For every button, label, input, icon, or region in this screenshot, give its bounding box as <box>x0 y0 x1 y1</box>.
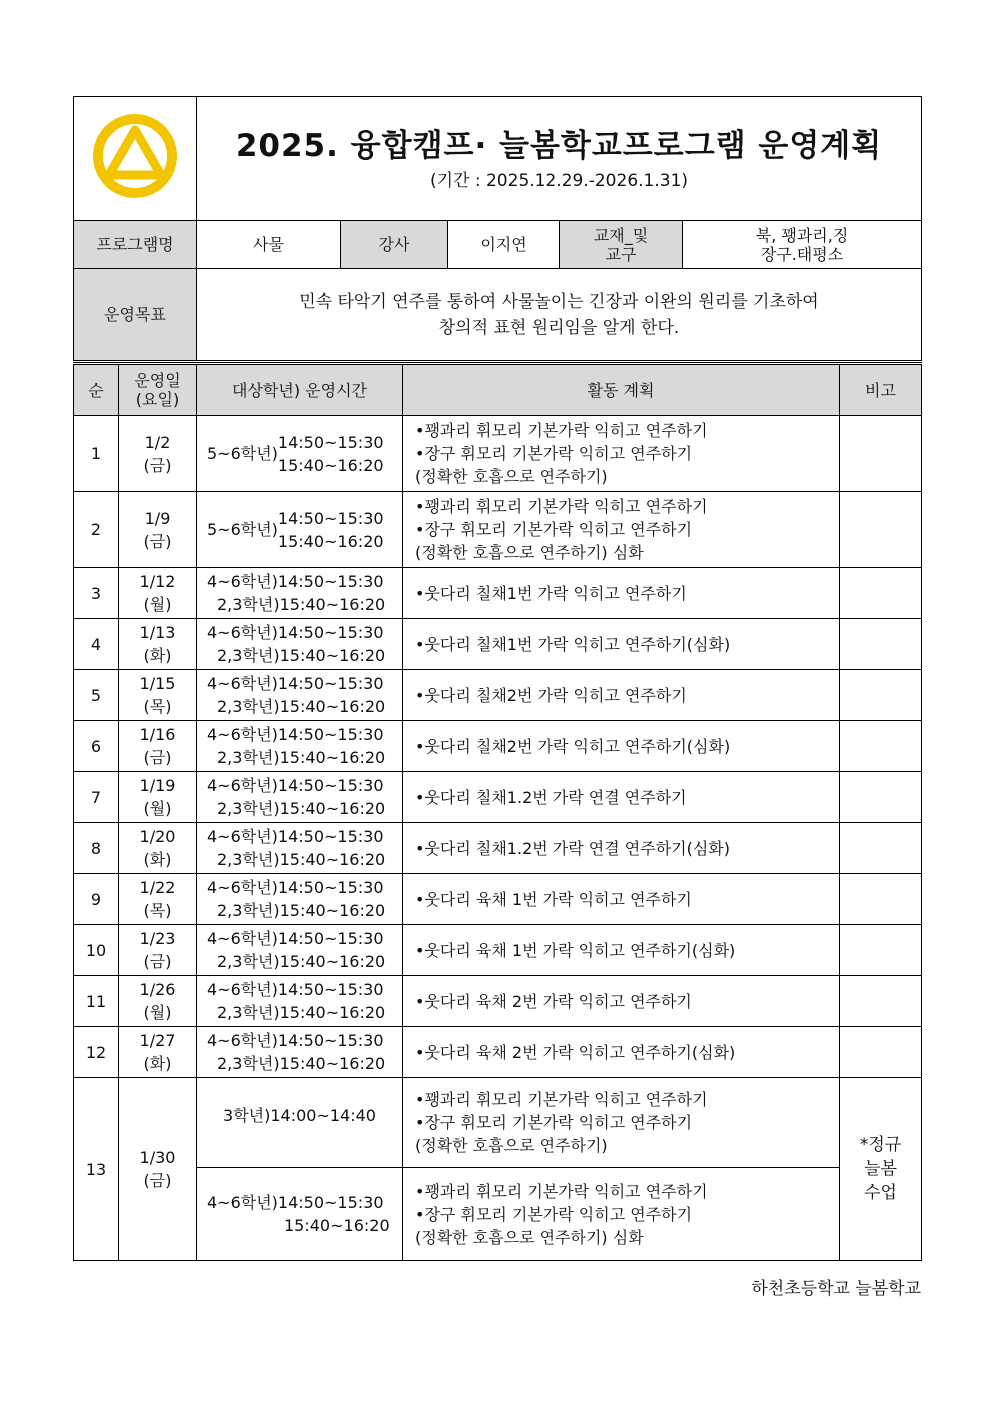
row-activity <box>403 619 840 670</box>
row-activity <box>403 925 840 976</box>
col-date-line: 운영일 <box>134 371 181 390</box>
row-number: 8 <box>74 823 119 874</box>
date-text: 1/2 <box>144 432 171 452</box>
row-date <box>119 1078 197 1261</box>
row-number: 2 <box>74 492 119 568</box>
row-date <box>119 721 197 772</box>
activity-line: •웃다리 칠채1번 가락 익히고 연주하기 <box>415 583 687 603</box>
row-date <box>119 925 197 976</box>
time-text: 2,3학년)15:40~16:20 <box>217 1054 386 1073</box>
activity-line: •웃다리 칠채1.2번 가락 연결 연주하기(심화) <box>415 838 731 858</box>
date-text: 1/9 <box>144 508 171 528</box>
row-target-time <box>197 1027 403 1078</box>
note-line: *정규 <box>859 1135 902 1155</box>
activity-line: •꽹과리 휘모리 기본가락 익히고 연주하기 <box>415 1090 708 1109</box>
row-note <box>840 619 922 670</box>
grade-text: 5~6학년) <box>207 520 278 539</box>
page-title: 2025. 융합캠프· 늘봄학교프로그램 운영계획 <box>235 127 883 164</box>
materials-value-line: 장구.태평소 <box>760 244 844 264</box>
activity-line: •웃다리 육채 2번 가락 익히고 연주하기(심화) <box>415 1042 736 1062</box>
row-target-time <box>197 619 403 670</box>
row-activity <box>403 1168 840 1261</box>
materials-value <box>683 221 922 269</box>
time-text: 4~6학년)14:50~15:30 <box>207 776 384 795</box>
note-line: 수업 <box>864 1183 897 1203</box>
row-activity <box>403 823 840 874</box>
row-activity <box>403 874 840 925</box>
row-note <box>840 492 922 568</box>
row-note <box>840 670 922 721</box>
day-text: (금) <box>143 455 172 475</box>
row-activity <box>403 976 840 1027</box>
date-text: 1/26 <box>139 980 176 999</box>
date-text: 1/19 <box>139 776 176 795</box>
time-text: 2,3학년)15:40~16:20 <box>217 697 386 716</box>
activity-line: •장구 휘모리 기본가락 익히고 연주하기 <box>415 520 693 539</box>
row-activity <box>403 568 840 619</box>
activity-line: •장구 휘모리 기본가락 익히고 연주하기 <box>415 444 693 463</box>
activity-line: (정확한 호흡으로 연주하기) 심화 <box>415 543 644 562</box>
day-text: (화) <box>143 646 172 665</box>
day-text: (금) <box>143 748 172 767</box>
materials-value-line: 북, 꽹과리,징 <box>755 225 849 245</box>
activity-line: •웃다리 칠채1번 가락 익히고 연주하기(심화) <box>415 634 731 654</box>
time-text: 15:40~16:20 <box>277 455 384 475</box>
table-row <box>74 670 922 721</box>
activity-line: •장구 휘모리 기본가락 익히고 연주하기 <box>415 1113 693 1132</box>
time-text: 4~6학년)14:50~15:30 <box>207 674 384 693</box>
activity-line: •꽹과리 휘모리 기본가락 익히고 연주하기 <box>415 497 708 516</box>
table-row <box>74 1027 922 1078</box>
row-date <box>119 416 197 492</box>
goal-line: 창의적 표현 원리임을 알게 한다. <box>438 317 680 338</box>
row-number: 10 <box>74 925 119 976</box>
activity-line: •웃다리 육채 2번 가락 익히고 연주하기 <box>415 991 692 1011</box>
row-activity <box>403 1027 840 1078</box>
row-note <box>840 874 922 925</box>
row-number: 3 <box>74 568 119 619</box>
table-row <box>74 492 922 568</box>
program-value: 사물 <box>197 221 341 269</box>
table-row <box>74 416 922 492</box>
date-text: 1/30 <box>139 1148 176 1167</box>
time-text: 4~6학년)14:50~15:30 <box>207 929 384 948</box>
goal-text <box>197 269 922 361</box>
col-target: 대상학년) 운영시간 <box>197 364 403 416</box>
day-text: (금) <box>143 531 172 551</box>
table-row <box>74 925 922 976</box>
title-cell <box>197 97 922 221</box>
row-target-time <box>197 874 403 925</box>
grade-text: 5~6학년) <box>207 444 278 463</box>
row-target-time <box>197 1168 403 1261</box>
col-note: 비고 <box>840 364 922 416</box>
row-note <box>840 925 922 976</box>
row-target-time <box>197 721 403 772</box>
materials-label-line: 교구 <box>605 244 637 264</box>
materials-label-line: 교재_및 <box>593 225 649 245</box>
row-date <box>119 823 197 874</box>
row-number: 4 <box>74 619 119 670</box>
activity-line: •꽹과리 휘모리 기본가락 익히고 연주하기 <box>415 421 708 440</box>
day-text: (월) <box>143 1003 172 1022</box>
table-row <box>74 1168 922 1261</box>
time-text: 14:50~15:30 <box>277 432 384 452</box>
footer-school: 하천초등학교 늘봄학교 <box>751 1279 921 1299</box>
activity-line: (정확한 호흡으로 연주하기) 심화 <box>415 1227 644 1247</box>
time-text: 15:40~16:20 <box>277 531 384 551</box>
row-date <box>119 492 197 568</box>
row-target-time <box>197 976 403 1027</box>
time-text: 2,3학년)15:40~16:20 <box>217 901 386 920</box>
day-text: (화) <box>143 850 172 869</box>
col-plan: 활동 계획 <box>403 364 840 416</box>
row-activity <box>403 721 840 772</box>
row-note <box>840 568 922 619</box>
row-activity <box>403 772 840 823</box>
row-activity <box>403 670 840 721</box>
row-activity <box>403 492 840 568</box>
col-date <box>119 364 197 416</box>
day-text: (금) <box>143 952 172 971</box>
row-date <box>119 1027 197 1078</box>
row-date <box>119 619 197 670</box>
row-target-time <box>197 416 403 492</box>
row-date <box>119 772 197 823</box>
time-text: 14:50~15:30 <box>277 508 384 528</box>
date-text: 1/12 <box>139 572 176 591</box>
teacher-value: 이지연 <box>448 221 560 269</box>
row-target-time <box>197 568 403 619</box>
row-note <box>840 416 922 492</box>
table-row <box>74 874 922 925</box>
time-text: 4~6학년)14:50~15:30 <box>207 980 384 999</box>
time-text: 4~6학년)14:50~15:30 <box>207 827 384 846</box>
goal-label: 운영목표 <box>74 269 197 361</box>
time-text: 4~6학년)14:50~15:30 <box>207 1031 384 1050</box>
date-text: 1/27 <box>139 1031 176 1050</box>
row-target-time <box>197 823 403 874</box>
goal-line: 민속 타악기 연주를 통하여 사물놀이는 긴장과 이완의 원리를 기초하여 <box>299 291 819 312</box>
row-note <box>840 721 922 772</box>
row-number: 5 <box>74 670 119 721</box>
row-note <box>840 772 922 823</box>
time-text: 4~6학년)14:50~15:30 <box>207 1193 384 1212</box>
date-text: 1/15 <box>139 674 176 693</box>
day-text: (화) <box>143 1054 172 1073</box>
time-text: 4~6학년)14:50~15:30 <box>207 623 384 642</box>
table-row <box>74 568 922 619</box>
date-text: 1/16 <box>139 725 176 744</box>
time-text: 3학년)14:00~14:40 <box>223 1106 376 1125</box>
row-number: 9 <box>74 874 119 925</box>
program-label: 프로그램명 <box>74 221 197 269</box>
row-activity <box>403 1078 840 1168</box>
date-text: 1/22 <box>139 878 176 897</box>
activity-line: •꽹과리 휘모리 기본가락 익히고 연주하기 <box>415 1181 708 1201</box>
activity-line: (정확한 호흡으로 연주하기) <box>415 1136 608 1155</box>
header-table <box>73 96 922 361</box>
activity-line: •웃다리 칠채2번 가락 익히고 연주하기(심화) <box>415 736 731 756</box>
table-row <box>74 823 922 874</box>
row-target-time <box>197 492 403 568</box>
col-date-line: (요일) <box>135 390 180 409</box>
school-logo-icon <box>91 112 179 200</box>
row-date <box>119 874 197 925</box>
activity-line: •웃다리 칠채1.2번 가락 연결 연주하기 <box>415 787 687 807</box>
day-text: (금) <box>143 1171 172 1190</box>
row-number: 6 <box>74 721 119 772</box>
time-text: 2,3학년)15:40~16:20 <box>217 595 386 614</box>
day-text: (월) <box>143 595 172 614</box>
table-header-row <box>74 364 922 416</box>
time-text: 2,3학년)15:40~16:20 <box>217 1003 386 1022</box>
time-text: 2,3학년)15:40~16:20 <box>217 850 386 869</box>
row-number: 7 <box>74 772 119 823</box>
row-target-time <box>197 1078 403 1168</box>
activity-line: (정확한 호흡으로 연주하기) <box>415 467 608 486</box>
row-activity <box>403 416 840 492</box>
row-note <box>840 823 922 874</box>
logo-cell <box>74 97 197 221</box>
note-line: 늘봄 <box>864 1159 897 1179</box>
table-row <box>74 772 922 823</box>
time-text: 4~6학년)14:50~15:30 <box>207 878 384 897</box>
time-text: 2,3학년)15:40~16:20 <box>217 952 386 971</box>
time-text: 15:40~16:20 <box>284 1216 390 1235</box>
row-number: 13 <box>74 1078 119 1261</box>
row-date <box>119 976 197 1027</box>
target-wrap <box>207 431 392 477</box>
table-row <box>74 1078 922 1168</box>
time-text: 2,3학년)15:40~16:20 <box>217 799 386 818</box>
target-wrap <box>207 507 392 553</box>
row-date <box>119 568 197 619</box>
day-text: (목) <box>143 697 172 716</box>
activity-line: •웃다리 육채 1번 가락 익히고 연주하기(심화) <box>415 940 736 960</box>
row-number: 12 <box>74 1027 119 1078</box>
time-text: 2,3학년)15:40~16:20 <box>217 646 386 665</box>
date-text: 1/23 <box>139 929 176 948</box>
date-text: 1/20 <box>139 827 176 846</box>
table-row <box>74 976 922 1027</box>
times-wrap <box>278 507 384 553</box>
row-note <box>840 1078 922 1261</box>
teacher-label: 강사 <box>341 221 448 269</box>
day-text: (목) <box>143 901 172 920</box>
activity-line: •웃다리 육채 1번 가락 익히고 연주하기 <box>415 889 692 909</box>
table-row <box>74 619 922 670</box>
date-text: 1/13 <box>139 623 176 642</box>
row-note <box>840 1027 922 1078</box>
materials-label <box>560 221 683 269</box>
activity-line: •장구 휘모리 기본가락 익히고 연주하기 <box>415 1204 693 1224</box>
col-no: 순 <box>74 364 119 416</box>
row-date <box>119 670 197 721</box>
row-note <box>840 976 922 1027</box>
times-wrap <box>278 431 384 477</box>
row-target-time <box>197 925 403 976</box>
table-row <box>74 721 922 772</box>
activity-line: •웃다리 칠채2번 가락 익히고 연주하기 <box>415 685 687 705</box>
time-text: 4~6학년)14:50~15:30 <box>207 725 384 744</box>
time-text: 4~6학년)14:50~15:30 <box>207 572 384 591</box>
row-target-time <box>197 772 403 823</box>
day-text: (월) <box>143 799 172 818</box>
row-target-time <box>197 670 403 721</box>
row-number: 1 <box>74 416 119 492</box>
period-text: (기간 : 2025.12.29.-2026.1.31) <box>429 170 689 191</box>
time-text: 2,3학년)15:40~16:20 <box>217 748 386 767</box>
row-number: 11 <box>74 976 119 1027</box>
schedule-table <box>73 362 922 1261</box>
